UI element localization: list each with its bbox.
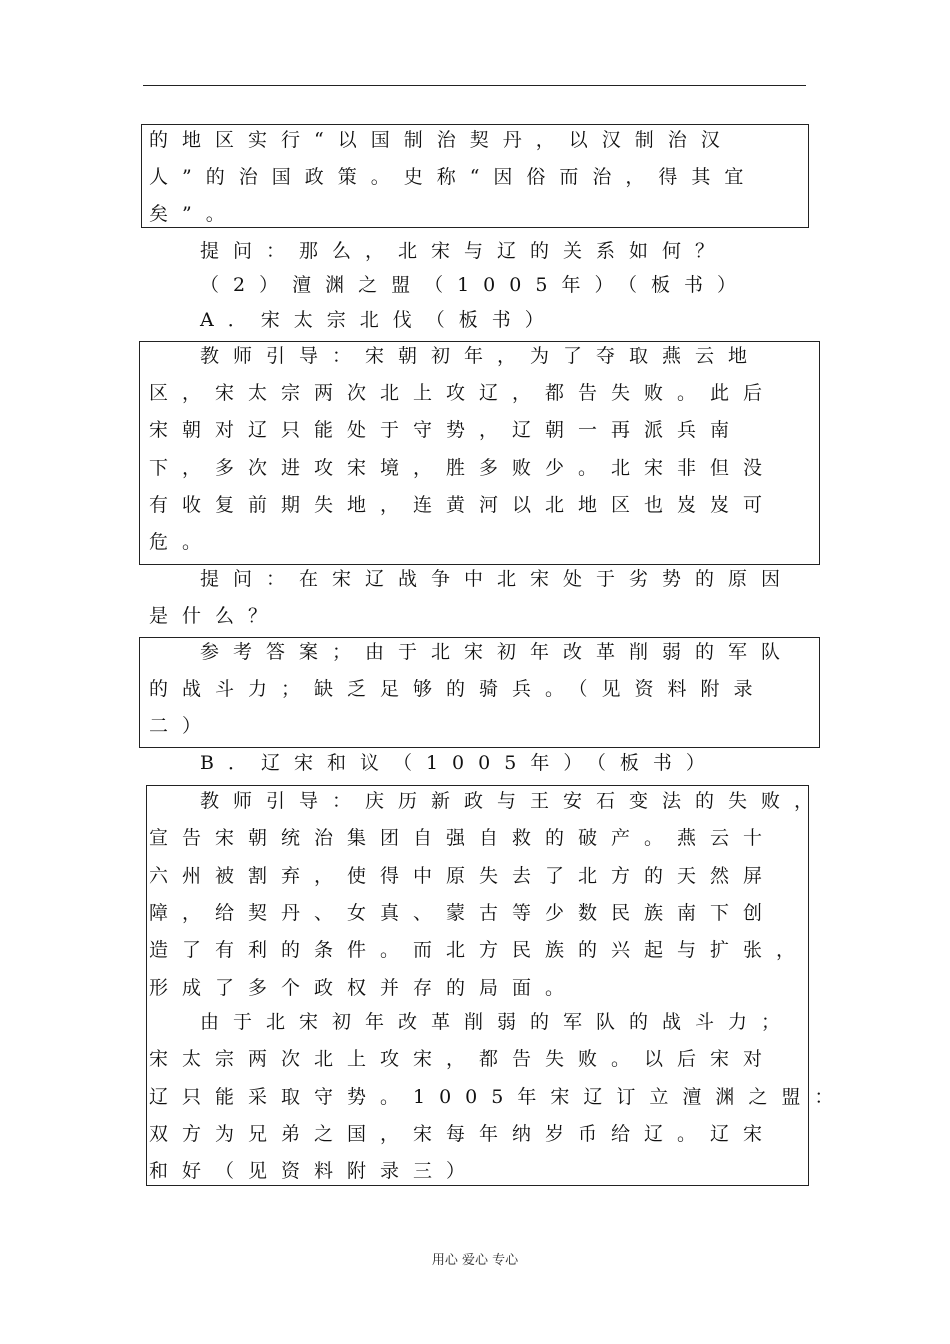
heading-chanyuan-treaty: （2）澶渊之盟（1005年）（板书） [200, 274, 750, 296]
guide2-line-6: 形成了多个政权并存的局面。 [149, 977, 579, 999]
header-rule [143, 85, 806, 86]
guide1-line-1: 教师引导：宋朝初年，为了夺取燕云地 [200, 345, 762, 367]
policy-line-2: 人”的治国政策。史称“因俗而治，得其宜 [149, 166, 758, 188]
page-footer: 用心 爱心 专心 [431, 1253, 519, 1268]
guide1-line-3: 宋朝对辽只能处于守势，辽朝一再派兵南 [149, 419, 744, 441]
question-song-liao-relation: 提问：那么，北宋与辽的关系如何？ [200, 240, 729, 262]
policy-line-1: 的地区实行“以国制治契丹，以汉制治汉 [149, 129, 734, 151]
guide2-line-11: 和好（见资料附录三） [149, 1160, 480, 1182]
guide1-line-6: 危。 [149, 531, 216, 553]
heading-b-peace-negotiation: B．辽宋和议（1005年）（板书） [200, 752, 719, 774]
guide1-line-2: 区，宋太宗两次北上攻辽，都告失败。此后 [149, 382, 777, 404]
answer-line-2: 的战斗力；缺乏足够的骑兵。（见资料附录 [149, 678, 767, 700]
answer-line-3: 二） [149, 715, 216, 737]
guide1-line-5: 有收复前期失地，连黄河以北地区也岌岌可 [149, 494, 777, 516]
policy-line-3: 矣”。 [149, 203, 239, 225]
guide2-line-1: 教师引导：庆历新政与王安石变法的失败， [200, 790, 828, 812]
guide2-line-4: 障，给契丹、女真、蒙古等少数民族南下创 [149, 902, 777, 924]
guide2-line-7: 由于北宋初年改革削弱的军队的战斗力； [200, 1011, 795, 1033]
guide2-line-5: 造了有利的条件。而北方民族的兴起与扩张， [149, 939, 810, 961]
guide2-line-9: 辽只能采取守势。1005年宋辽订立澶渊之盟： [149, 1086, 848, 1108]
guide2-line-2: 宣告宋朝统治集团自强自救的破产。燕云十 [149, 827, 777, 849]
guide2-line-8: 宋太宗两次北上攻宋，都告失败。以后宋对 [149, 1048, 777, 1070]
answer-line-1: 参考答案；由于北宋初年改革削弱的军队 [200, 641, 795, 663]
question-disadvantage-line-2: 是什么？ [149, 605, 282, 627]
question-disadvantage-line-1: 提问：在宋辽战争中北宋处于劣势的原因 [200, 568, 795, 590]
heading-a-northern-expedition: A．宋太宗北伐（板书） [200, 309, 558, 331]
guide2-line-10: 双方为兄弟之国，宋每年纳岁币给辽。辽宋 [149, 1123, 777, 1145]
guide2-line-3: 六州被割弃，使得中原失去了北方的天然屏 [149, 865, 777, 887]
guide1-line-4: 下，多次进攻宋境，胜多败少。北宋非但没 [149, 457, 777, 479]
text-box-teacher-guide-1 [139, 341, 820, 565]
